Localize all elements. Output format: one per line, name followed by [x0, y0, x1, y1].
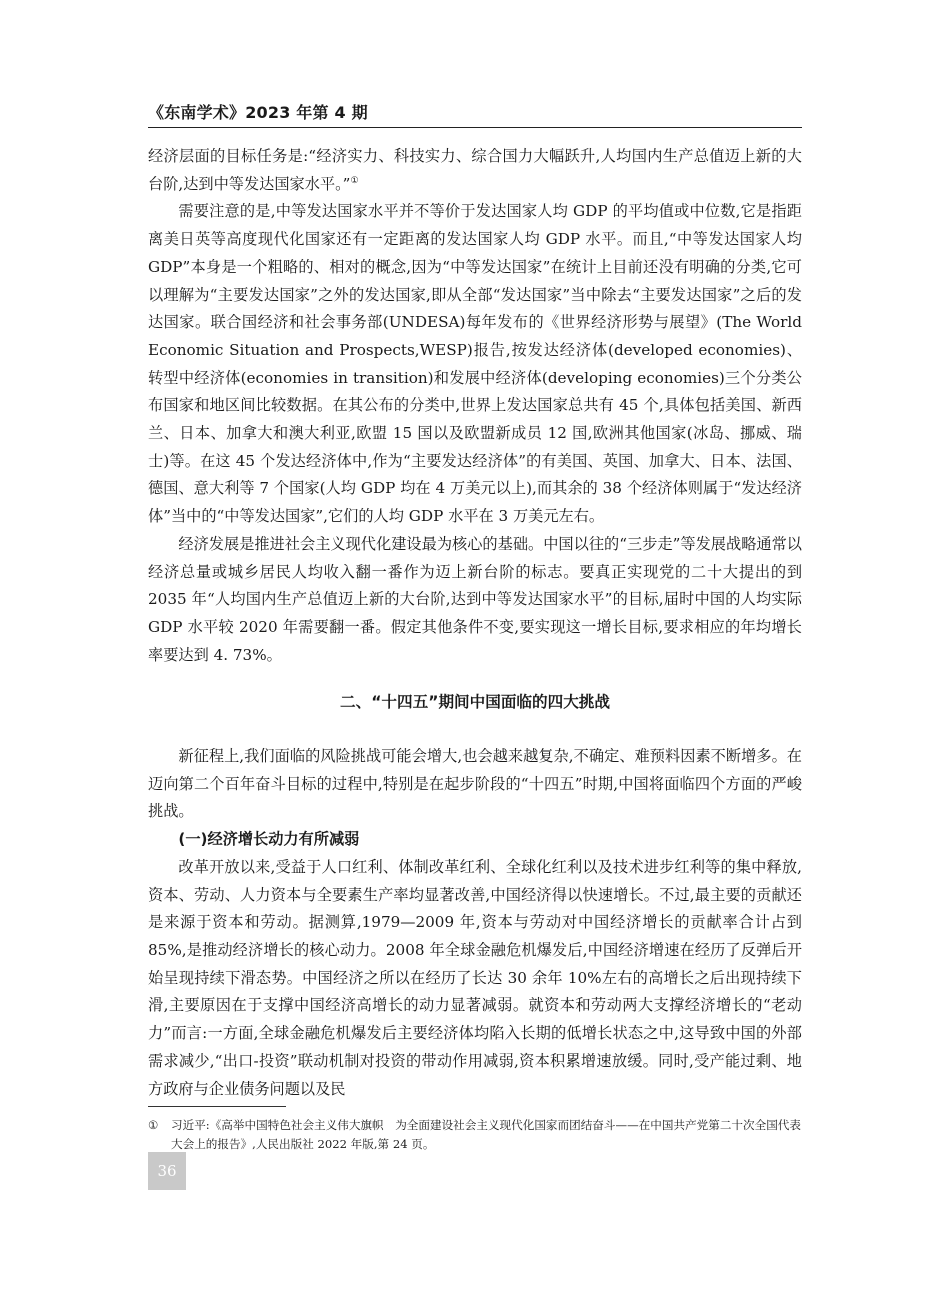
paragraph-1-text: 经济层面的目标任务是:“经济实力、科技实力、综合国力大幅跃升,人均国内生产总值迈上新的大台阶,达到中等发达国家水平。”	[148, 147, 802, 193]
journal-header: 《东南学术》2023 年第 4 期	[148, 103, 368, 122]
header-divider	[148, 127, 802, 128]
paragraph-5: 改革开放以来,受益于人口红利、体制改革红利、全球化红利以及技术进步红利等的集中释放,资本、劳动、人力资本与全要素生产率均显著改善,中国经济得以快速增长。不过,最主要的贡献还是来源于资本和劳动。据测算,1979—2009 年,资本与劳动对中国经济增长的贡献率合计占到 85%,是推动经济增长的核心动力。2008 年全球金融危机爆发后,中国经济增速在经历了反弹后开始呈现持续下滑态势。中国经济之所以在经历了长达 30 余年 10%左右的高增长之后出现持续下滑,主要原因在于支撑中国经济高增长的动力显著减弱。就资本和劳动两大支撑经济增长的“老动力”而言:一方面,全球金融危机爆发后主要经济体均陷入长期的低增长状态之中,这导致中国的外部需求减少,“出口-投资”联动机制对投资的带动作用减弱,资本积累增速放缓。同时,受产能过剩、地方政府与企业债务问题以及民	[148, 857, 802, 1098]
page-number: 36	[148, 1152, 186, 1190]
article-body	[148, 143, 802, 1103]
paragraph-1	[148, 143, 802, 198]
section-heading: 二、“十四五”期间中国面临的四大挑战	[340, 693, 610, 712]
footnote-text: 习近平:《高举中国特色社会主义伟大旗帜 为全面建设社会主义现代化国家而团结奋斗——在中国共产党第二十次全国代表大会上的报告》,人民出版社 2022 年版,第 24 页。	[171, 1118, 801, 1151]
footnote-mark: ①	[148, 1118, 159, 1132]
footnote-1	[148, 1116, 802, 1154]
paragraph-2: 需要注意的是,中等发达国家水平并不等价于发达国家人均 GDP 的平均值或中位数,它是指距离美日英等高度现代化国家还有一定距离的发达国家人均 GDP 水平。而且,“中等发达国家人均 GDP”本身是一个粗略的、相对的概念,因为“中等发达国家”在统计上目前还没有明确的分类,它可以理解为“主要发达国家”之外的发达国家,即从全部“发达国家”当中除去“主要发达国家”之后的发达国家。联合国经济和社会事务部(UNDESA)每年发布的《世界经济形势与展望》(The World Economic Situation and Prospects,WESP)报告,按发达经济体(developed economies)、转型中经济体(economies in transition)和发展中经济体(developing economies)三个分类公布国家和地区间比较数据。在其公布的分类中,世界上发达国家总共有 45 个,具体包括美国、新西兰、日本、加拿大和澳大利亚,欧盟 15 国以及欧盟新成员 12 国,欧洲其他国家(冰岛、挪威、瑞士)等。在这 45 个发达经济体中,作为“主要发达经济体”的有美国、英国、加拿大、日本、法国、德国、意大利等 7 个国家(人均 GDP 均在 4 万美元以上),而其余的 38 个经济体则属于“发达经济体”当中的“中等发达国家”,它们的人均 GDP 水平在 3 万美元左右。	[148, 202, 802, 526]
subsection-heading: (一)经济增长动力有所减弱	[178, 830, 360, 849]
paragraph-3: 经济发展是推进社会主义现代化建设最为核心的基础。中国以往的“三步走”等发展战略通常以经济总量或城乡居民人均收入翻一番作为迈上新台阶的标志。要真正实现党的二十大提出的到 2035 年“人均国内生产总值迈上新的大台阶,达到中等发达国家水平”的目标,届时中国的人均实际 GDP 水平较 2020 年需要翻一番。假定其他条件不变,要实现这一增长目标,要求相应的年均增长率要达到 4. 73%。	[148, 534, 802, 664]
footnote-divider	[148, 1106, 286, 1107]
paragraph-4: 新征程上,我们面临的风险挑战可能会增大,也会越来越复杂,不确定、难预料因素不断增多。在迈向第二个百年奋斗目标的过程中,特别是在起步阶段的“十四五”时期,中国将面临四个方面的严峻挑战。	[148, 747, 802, 821]
footnote-reference-1[interactable]: ①	[350, 175, 359, 186]
